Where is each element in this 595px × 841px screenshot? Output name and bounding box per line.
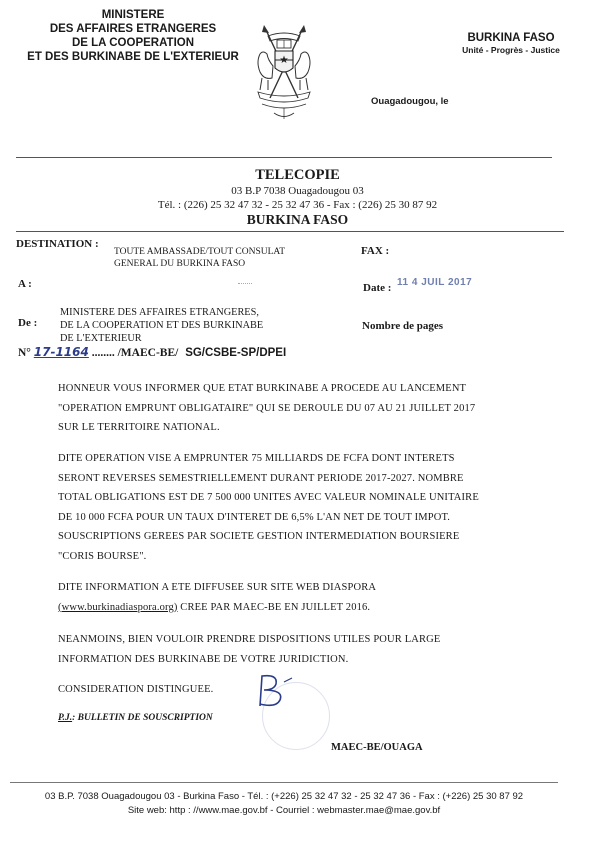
- footer-address: 03 B.P. 7038 Ouagadougou 03 - Burkina Faso - Tél. : (+226) 25 32 47 32 - 25 32 47 36 - Fax : (+226) 25 30 87 92: [44, 791, 524, 802]
- country-header: [446, 32, 576, 55]
- signatory: MAEC-BE/OUAGA: [331, 742, 423, 753]
- destination-label: DESTINATION :: [16, 238, 99, 250]
- text-line: DITE INFORMATION A ETE DIFFUSEE SUR SITE WEB DIASPORA: [58, 582, 377, 593]
- reference-number: [18, 345, 286, 359]
- handwritten-signature: [248, 672, 298, 715]
- diaspora-website-link[interactable]: (www.burkinadiaspora.org): [58, 601, 178, 613]
- paragraph-request: [58, 630, 540, 669]
- closing-formula: CONSIDERATION DISTINGUEE.: [58, 684, 214, 695]
- text-line: HONNEUR VOUS INFORMER QUE ETAT BURKINABE A PROCEDE AU LANCEMENT: [58, 383, 467, 394]
- ministry-line: ET DES BURKINABE DE L'EXTERIEUR: [27, 51, 239, 63]
- fax-label: FAX :: [361, 245, 390, 257]
- text-line: SOUSCRIPTIONS GEREES PAR SOCIETE GESTION INTERMEDIATION BOURSIERE: [58, 531, 460, 542]
- sender-line: DE LA COOPERATION ET DES BURKINABE: [60, 320, 264, 331]
- footer-divider: [10, 782, 558, 783]
- text-fragment: CREE PAR MAEC-BE EN JUILLET 2016.: [177, 601, 371, 613]
- paragraph-diffusion: [58, 578, 540, 617]
- destination-line: TOUTE AMBASSADE/TOUT CONSULAT: [114, 247, 286, 257]
- reference-service: SG/CSBE-SP/DPEI: [185, 347, 287, 359]
- ministry-line: MINISTERE: [101, 9, 165, 21]
- sender-line: DE L'EXTERIEUR: [60, 333, 142, 344]
- ministry-line: DE LA COOPERATION: [71, 37, 195, 49]
- text-line: "CORIS BOURSE".: [58, 550, 147, 562]
- city-date-line: Ouagadougou, le: [371, 96, 449, 107]
- telecopie-country: BURKINA FASO: [246, 212, 349, 227]
- section-divider: [16, 231, 564, 232]
- attachment-note: [58, 713, 213, 723]
- sender-label: De :: [18, 317, 38, 329]
- text-line: SERONT REVERSES SEMESTRIELLEMENT DURANT PERIODE 2017-2027. NOMBRE: [58, 472, 464, 484]
- sender-value: [60, 306, 263, 345]
- national-motto: Unité - Progrès - Justice: [462, 45, 560, 55]
- paragraph-details: [58, 449, 540, 566]
- destination-line: GENERAL DU BURKINA FASO: [114, 259, 246, 269]
- reference-suffix: ........ /MAEC-BE/: [91, 347, 179, 359]
- attachment-label: P.J.: [58, 713, 73, 723]
- faint-mark: [238, 283, 252, 287]
- coat-of-arms-icon: [246, 20, 322, 120]
- telecopie-title: TELECOPIE: [255, 167, 340, 183]
- text-line: DITE OPERATION VISE A EMPRUNTER 75 MILLIARDS DE FCFA DONT INTERETS: [58, 453, 455, 464]
- header-divider: [16, 157, 552, 158]
- text-line: TOTAL OBLIGATIONS EST DE 7 500 000 UNITES AVEC VALEUR NOMINALE UNITAIRE: [58, 492, 479, 503]
- text-line: NEANMOINS, BIEN VOULOIR PRENDRE DISPOSITIONS UTILES POUR LARGE: [58, 634, 441, 645]
- text-line: [58, 598, 540, 618]
- telecopie-phone-fax: Tél. : (226) 25 32 47 32 - 25 32 47 36 - Fax : (226) 25 30 87 92: [157, 199, 438, 211]
- telecopie-postal-address: 03 B.P 7038 Ouagadougou 03: [231, 185, 364, 197]
- text-line: INFORMATION DES BURKINABE DE VOTRE JURIDICTION.: [58, 653, 349, 665]
- text-line: SUR LE TERRITOIRE NATIONAL.: [58, 422, 220, 433]
- text-line: "OPERATION EMPRUNT OBLIGATAIRE" QUI SE DEROULE DU 07 AU 21 JUILLET 2017: [58, 402, 476, 414]
- date-stamp: 11 4 JUIL 2017: [397, 277, 473, 288]
- paragraph-launch: [58, 379, 540, 438]
- recipient-label: A :: [18, 278, 32, 290]
- sender-line: MINISTERE DES AFFAIRES ETRANGERES,: [60, 307, 259, 318]
- country-name: BURKINA FASO: [467, 32, 555, 44]
- text-line: DE 10 000 FCFA POUR UN TAUX D'INTERET DE 6,5% L'AN NET DE TOUT IMPOT.: [58, 511, 451, 523]
- ministry-line: DES AFFAIRES ETRANGERES: [49, 23, 217, 35]
- page-count-label: Nombre de pages: [362, 320, 444, 332]
- reference-prefix: N°: [18, 347, 31, 359]
- reference-handwritten: 17-1164: [33, 345, 89, 359]
- destination-value: [114, 246, 285, 270]
- date-label: Date :: [363, 282, 392, 294]
- attachment-text: : BULLETIN DE SOUSCRIPTION: [72, 713, 213, 723]
- ministry-header: [8, 8, 258, 64]
- footer-web-contact: Site web: http : //www.mae.gov.bf - Courriel : webmaster.mae@mae.gov.bf: [127, 805, 441, 816]
